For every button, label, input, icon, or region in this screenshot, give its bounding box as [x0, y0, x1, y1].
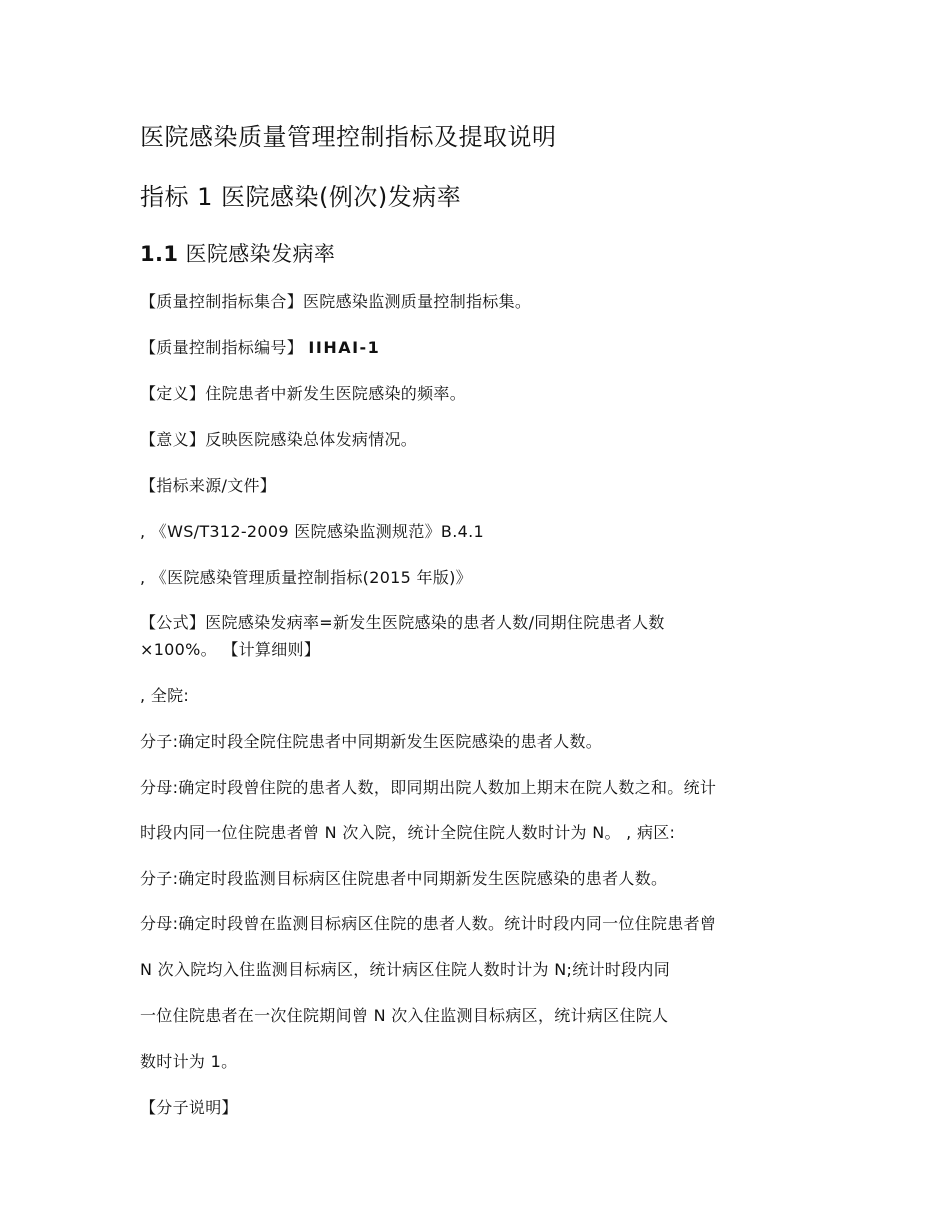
denominator-ward-line-4: 数时计为 1。 — [140, 1052, 238, 1071]
indicator-code-label: 【质量控制指标编号】 — [140, 338, 304, 357]
source-item-1: , 《WS/T312-2009 医院感染监测规范》B.4.1 — [140, 522, 484, 541]
indicator-heading: 指标 1 医院感染(例次)发病率 — [140, 183, 462, 211]
denominator-ward-line-2: N 次入院均入住监测目标病区，统计病区住院人数时计为 N;统计时段内同 — [140, 960, 671, 979]
numerator-note-label: 【分子说明】 — [140, 1098, 238, 1117]
numerator-hospital: 分子:确定时段全院住院患者中同期新发生医院感染的患者人数。 — [140, 732, 603, 751]
indicator-code-paragraph — [140, 338, 380, 358]
denominator-ward-line-3: 一位住院患者在一次住院期间曾 N 次入住监测目标病区，统计病区住院人 — [140, 1006, 669, 1025]
indicator-code-value: IIHAI-1 — [308, 338, 381, 357]
meaning-paragraph: 【意义】反映医院感染总体发病情况。 — [140, 430, 418, 449]
section-title: 医院感染发病率 — [185, 242, 336, 266]
denominator-hospital-line-2: 时段内同一位住院患者曾 N 次入院，统计全院住院人数时计为 N。 , 病区: — [140, 823, 676, 842]
numerator-ward: 分子:确定时段监测目标病区住院患者中同期新发生医院感染的患者人数。 — [140, 869, 668, 888]
indicator-set-paragraph: 【质量控制指标集合】医院感染监测质量控制指标集。 — [140, 292, 532, 311]
denominator-hospital-line-1: 分母:确定时段曾住院的患者人数，即同期出院人数加上期末在院人数之和。统计 — [140, 778, 717, 797]
source-item-2: , 《医院感染管理质量控制指标(2015 年版)》 — [140, 568, 472, 587]
document-title: 医院感染质量管理控制指标及提取说明 — [140, 123, 557, 151]
section-number: 1.1 — [140, 242, 179, 266]
whole-hospital-label: , 全院: — [140, 686, 190, 705]
denominator-ward-line-1: 分母:确定时段曾在监测目标病区住院的患者人数。统计时段内同一位住院患者曾 — [140, 914, 717, 933]
formula-line-1: 【公式】医院感染发病率=新发生医院感染的患者人数/同期住院患者人数 — [140, 613, 665, 632]
formula-line-2: ×100%。 【计算细则】 — [140, 640, 321, 659]
section-heading — [140, 241, 335, 267]
definition-paragraph: 【定义】住院患者中新发生医院感染的频率。 — [140, 384, 467, 403]
source-label: 【指标来源/文件】 — [140, 476, 277, 495]
